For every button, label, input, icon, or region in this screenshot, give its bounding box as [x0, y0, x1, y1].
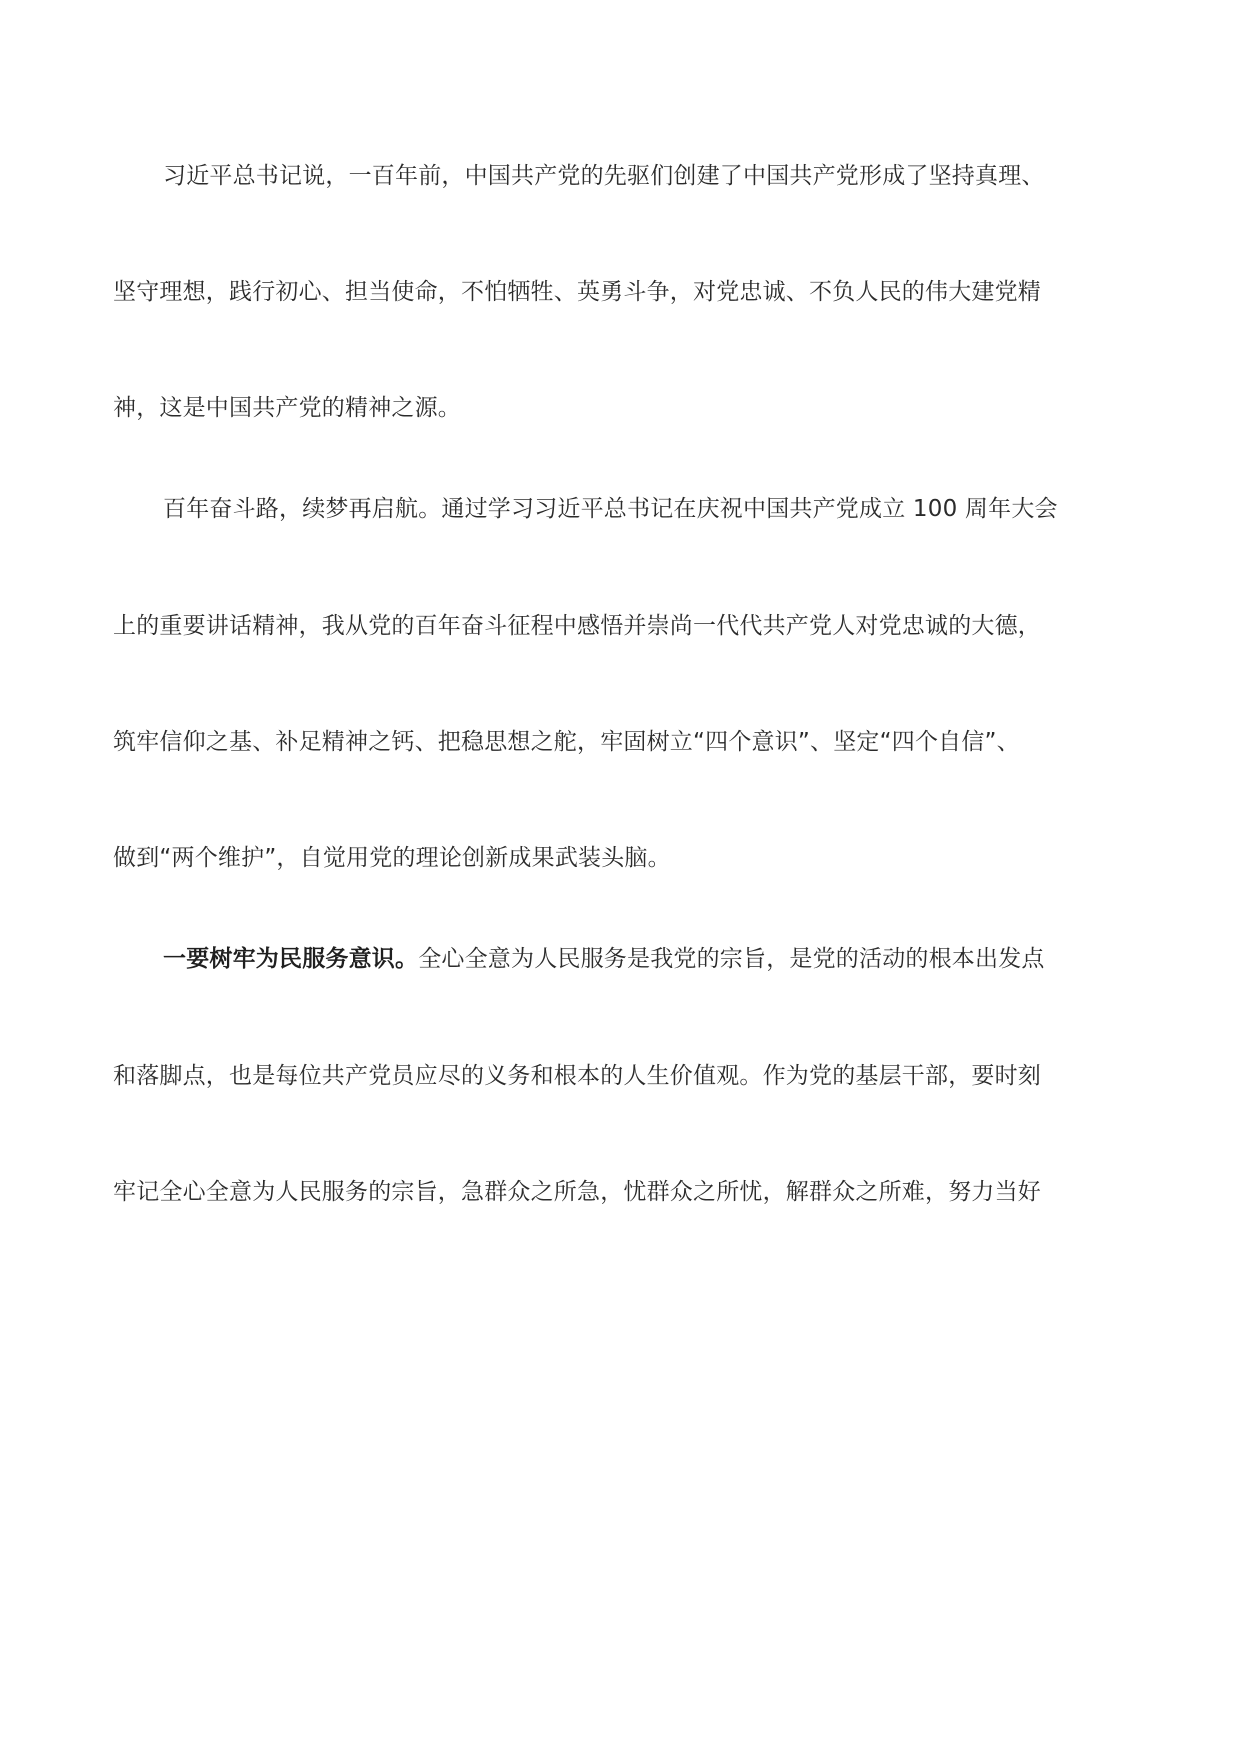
paragraph-3-line-3: 牢记全心全意为人民服务的宗旨，急群众之所急，忧群众之所忧，解群众之所难，努力当好 — [113, 1179, 1041, 1205]
paragraph-3-line-2: 和落脚点，也是每位共产党员应尽的义务和根本的人生价值观。作为党的基层干部，要时刻 — [113, 1063, 1041, 1089]
paragraph-3-heading: 一要树牢为民服务意识。 — [163, 946, 419, 972]
paragraph-3-line-1-text: 全心全意为人民服务是我党的宗旨，是党的活动的根本出发点 — [418, 946, 1045, 972]
paragraph-2-line-4: 做到“两个维护”，自觉用党的理论创新成果武装头脑。 — [113, 845, 671, 871]
paragraph-2-line-2: 上的重要讲话精神，我从党的百年奋斗征程中感悟并崇尚一代代共产党人对党忠诚的大德， — [113, 613, 1041, 639]
paragraph-1-line-1: 习近平总书记说，一百年前，中国共产党的先驱们创建了中国共产党形成了坚持真理、 — [163, 163, 1045, 189]
paragraph-1-line-2: 坚守理想，践行初心、担当使命，不怕牺牲、英勇斗争，对党忠诚、不负人民的伟大建党精 — [113, 279, 1041, 305]
paragraph-2-line-1: 百年奋斗路，续梦再启航。通过学习习近平总书记在庆祝中国共产党成立 100 周年大会 — [163, 496, 1058, 522]
paragraph-1-line-3: 神，这是中国共产党的精神之源。 — [113, 395, 461, 421]
paragraph-3-line-1 — [163, 944, 1045, 974]
paragraph-2-line-3: 筑牢信仰之基、补足精神之钙、把稳思想之舵，牢固树立“四个意识”、坚定“四个自信”、 — [113, 729, 1020, 755]
